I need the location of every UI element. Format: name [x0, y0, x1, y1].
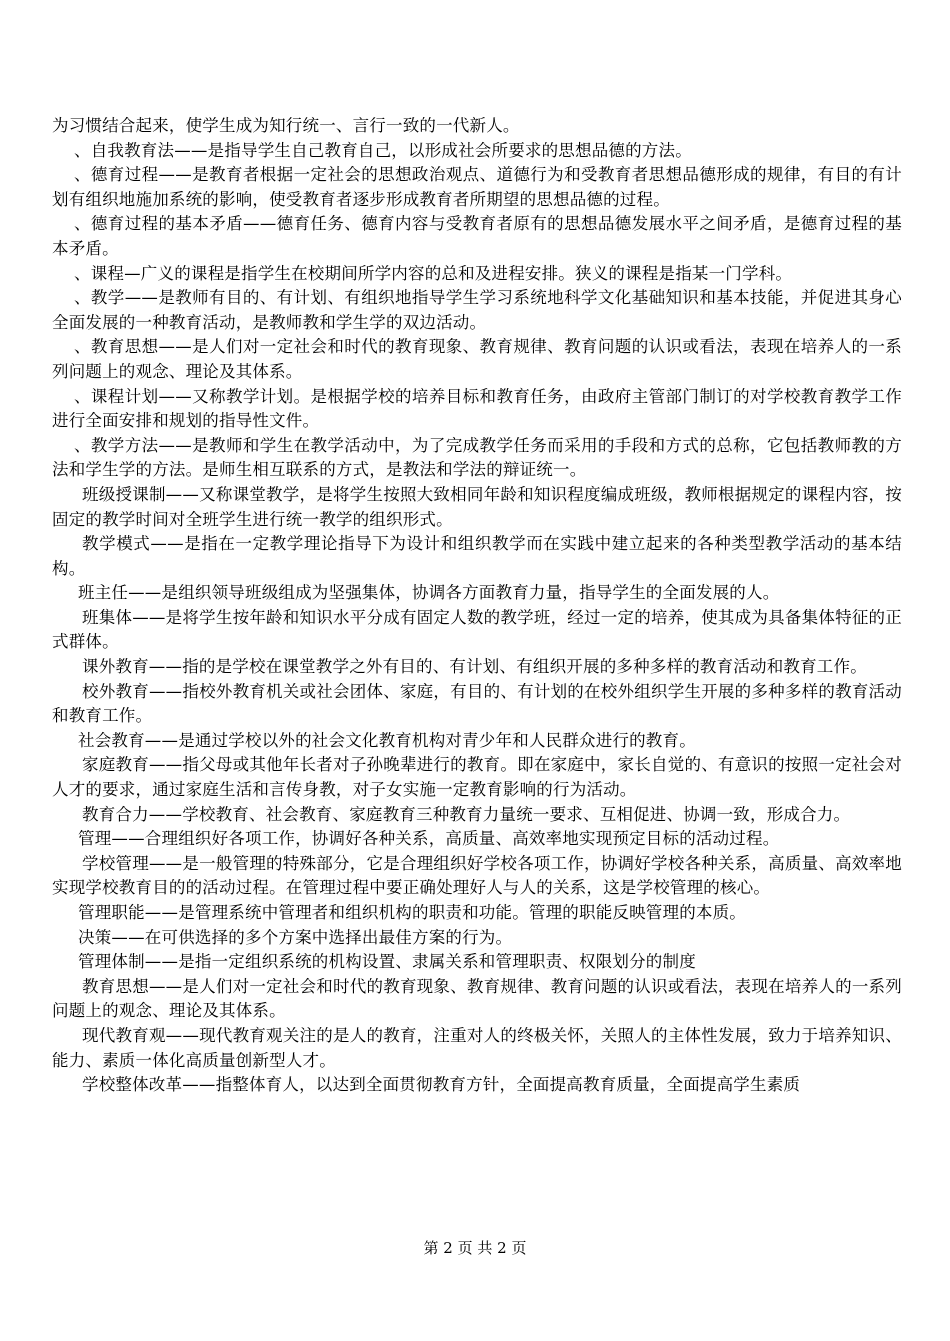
paragraph: 、课程计划——又称教学计划。是根据学校的培养目标和教育任务，由政府主管部门制订的对学校教育教学工作进行全面安排和规划的指导性文件。 — [52, 386, 902, 431]
paragraph: 、教学——是教师有目的、有计划、有组织地指导学生学习系统地科学文化基础知识和基本技能，并促进其身心全面发展的一种教育活动，是教师教和学生学的双边活动。 — [52, 288, 902, 332]
paragraph: 现代教育观——现代教育观关注的是人的教育，注重对人的终极关怀，关照人的主体性发展，致力于培养知识、能力、素质一体化高质量创新型人才。 — [52, 1025, 902, 1070]
paragraph: 、德育过程的基本矛盾——德育任务、德育内容与受教育者原有的思想品德发展水平之间矛盾，是德育过程的基本矛盾。 — [52, 214, 902, 258]
paragraph: 、自我教育法——是指导学生自己教育自己，以形成社会所要求的思想品德的方法。 — [74, 140, 692, 160]
document-body — [52, 114, 902, 1098]
paragraph: 管理职能——是管理系统中管理者和组织机构的职责和功能。管理的职能反映管理的本质。 — [78, 903, 746, 922]
paragraph: 学校管理——是一般管理的特殊部分，它是合理组织好学校各项工作，协调好学校各种关系，高质量、高效率地实现学校教育目的的活动过程。在管理过程中要正确处理好人与人的关系，这是学校管理的核心。 — [52, 853, 902, 898]
paragraph: 、课程—广义的课程是指学生在校期间所学内容的总和及进程安排。狭义的课程是指某一门学科。 — [74, 263, 793, 283]
paragraph: 管理体制——是指一定组织系统的机构设置、隶属关系和管理职责、权限划分的制度 — [78, 952, 696, 972]
paragraph: 、教学方法——是教师和学生在教学活动中，为了完成教学任务而采用的手段和方式的总称，它包括教师教的方法和学生学的方法。是师生相互联系的方式，是教法和学法的辩证统一。 — [52, 435, 902, 480]
paragraph: 教学模式——是指在一定教学理论指导下为设计和组织教学而在实践中建立起来的各种类型教学活动的基本结构。 — [52, 534, 902, 578]
paragraph: 家庭教育——指父母或其他年长者对子孙晚辈进行的教育。即在家庭中，家长自觉的、有意识的按照一定社会对人才的要求，通过家庭生活和言传身教，对子女实施一定教育影响的行为活动。 — [52, 755, 902, 800]
paragraph: 教育合力——学校教育、社会教育、家庭教育三种教育力量统一要求、互相促进、协调一致，形成合力。 — [82, 804, 851, 824]
paragraph: 、德育过程——是教育者根据一定社会的思想政治观点、道德行为和受教育者思想品德形成的规律，有目的有计划有组织地施加系统的影响，使受教育者逐步形成教育者所期望的思想品德的过程。 — [52, 165, 902, 209]
paragraph: 管理——合理组织好各项工作，协调好各种关系，高质量、高效率地实现预定目标的活动过程。 — [78, 829, 780, 849]
paragraph: 、教育思想——是人们对一定社会和时代的教育现象、教育规律、教育问题的认识或看法，表现在培养人的一系列问题上的观念、理论及其体系。 — [52, 337, 902, 381]
paragraph: 学校整体改革——指整体育人，以达到全面贯彻教育方针，全面提高教育质量，全面提高学生素质 — [82, 1075, 801, 1095]
paragraph: 班级授课制——又称课堂教学，是将学生按照大致相同年龄和知识程度编成班级，教师根据规定的课程内容，按固定的教学时间对全班学生进行统一教学的组织形式。 — [52, 484, 902, 529]
page-footer: 第 2 页 共 2 页 — [423, 1239, 527, 1257]
paragraph: 班集体——是将学生按年龄和知识水平分成有固定人数的教学班，经过一定的培养，使其成为具备集体特征的正式群体。 — [52, 607, 902, 652]
paragraph: 校外教育——指校外教育机关或社会团体、家庭，有目的、有计划的在校外组织学生开展的多种多样的教育活动和教育工作。 — [52, 681, 902, 726]
paragraph: 社会教育——是通过学校以外的社会文化教育机构对青少年和人民群众进行的教育。 — [78, 730, 696, 750]
paragraph: 为习惯结合起来，使学生成为知行统一、言行一致的一代新人。 — [52, 116, 520, 135]
paragraph: 课外教育——指的是学校在课堂教学之外有目的、有计划、有组织开展的多种多样的教育活动和教育工作。 — [82, 657, 867, 677]
paragraph: 班主任——是组织领导班级组成为坚强集体，协调各方面教育力量，指导学生的全面发展的人。 — [78, 583, 780, 603]
paragraph: 决策——在可供选择的多个方案中选择出最佳方案的行为。 — [78, 927, 513, 947]
paragraph: 教育思想——是人们对一定社会和时代的教育现象、教育规律、教育问题的认识或看法，表现在培养人的一系列问题上的观念、理论及其体系。 — [52, 976, 902, 1021]
